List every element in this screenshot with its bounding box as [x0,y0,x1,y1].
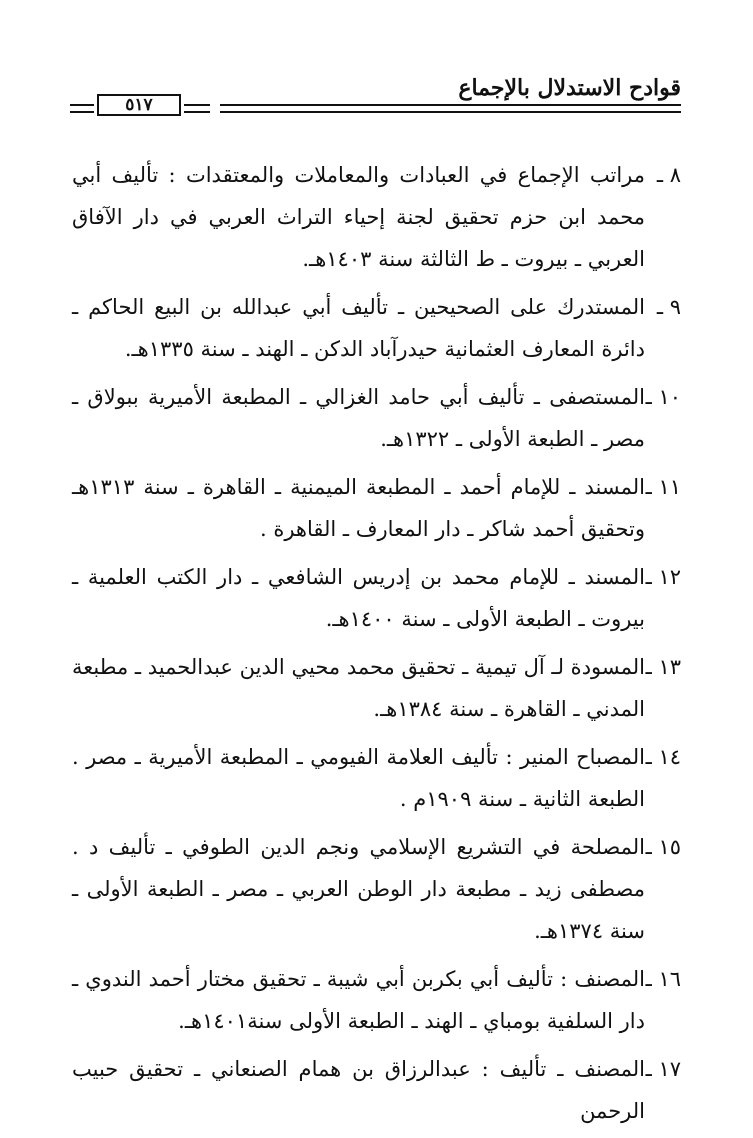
entry-text: مراتب الإجماع في العبادات والمعاملات والمعتقدات : تأليف أبي محمد ابن حزم تحقيق لجنة إحياء التراث العربي في دار الآفاق العربي ـ بيروت ـ ط الثالثة سنة ١٤٠٣هـ. [72,163,645,271]
page-header [70,76,681,124]
entry-text: المسودة لـ آل تيمية ـ تحقيق محمد محيي الدين عبدالحميد ـ مطبعة المدني ـ القاهرة ـ سنة ١٣٨٤هـ. [72,655,645,721]
entry-number: ٩ ـ [656,295,681,319]
bibliography-entry [72,286,681,370]
entry-text: المصباح المنير : تأليف العلامة الفيومي ـ المطبعة الأميرية ـ مصر . الطبعة الثانية ـ سنة ١٩٠٩م . [72,745,645,811]
entry-number: ١١ ـ [645,475,681,499]
bibliography-entry [72,646,681,730]
bibliography-list [72,154,681,1138]
header-rule [220,104,681,113]
bibliography-entry [72,736,681,820]
page-number-left-rule [70,104,94,113]
bibliography-entry [72,376,681,460]
book-title: قوادح الاستدلال بالإجماع [458,75,681,101]
entry-text: المصلحة في التشريع الإسلامي ونجم الدين الطوفي ـ تأليف د . مصطفى زيد ـ مطبعة دار الوطن العربي ـ مصر ـ الطبعة الأولى ـ سنة ١٣٧٤هـ. [72,835,645,943]
entry-number: ١٧ ـ [645,1057,681,1081]
entry-text: المسند ـ للإمام محمد بن إدريس الشافعي ـ دار الكتب العلمية ـ بيروت ـ الطبعة الأولى ـ سنة ١٤٠٠هـ. [72,565,645,631]
page-number: ٥١٧ [97,94,181,116]
entry-text: المستصفى ـ تأليف أبي حامد الغزالي ـ المطبعة الأميرية ببولاق ـ مصر ـ الطبعة الأولى ـ ١٣٢٢هـ. [72,385,645,451]
bibliography-entry [72,154,681,280]
entry-text: المستدرك على الصحيحين ـ تأليف أبي عبدالله بن البيع الحاكم ـ دائرة المعارف العثمانية حيدرآباد الدكن ـ الهند ـ سنة ١٣٣٥هـ. [72,295,645,361]
bibliography-entry [72,466,681,550]
entry-text: المسند ـ للإمام أحمد ـ المطبعة الميمنية ـ القاهرة ـ سنة ١٣١٣هـ وتحقيق أحمد شاكر ـ دار المعارف ـ القاهرة . [72,475,645,541]
entry-number: ١٥ ـ [645,835,681,859]
entry-number: ٨ ـ [656,163,681,187]
entry-number: ١٤ ـ [645,745,681,769]
bibliography-entry [72,826,681,952]
entry-number: ١٣ ـ [645,655,681,679]
entry-number: ١٠ ـ [645,385,681,409]
entry-number: ١٦ ـ [645,967,681,991]
page-number-right-rule [184,104,210,113]
bibliography-entry [72,958,681,1042]
page-number-frame [70,94,210,120]
bibliography-entry [72,1048,681,1132]
entry-number: ١٢ ـ [645,565,681,589]
entry-text: المصنف : تأليف أبي بكربن أبي شيبة ـ تحقيق مختار أحمد الندوي ـ دار السلفية بومباي ـ الهند ـ الطبعة الأولى سنة١٤٠١هـ. [72,967,645,1033]
entry-text: المصنف ـ تأليف : عبدالرزاق بن همام الصنعاني ـ تحقيق حبيب الرحمن [72,1057,645,1123]
bibliography-entry [72,556,681,640]
